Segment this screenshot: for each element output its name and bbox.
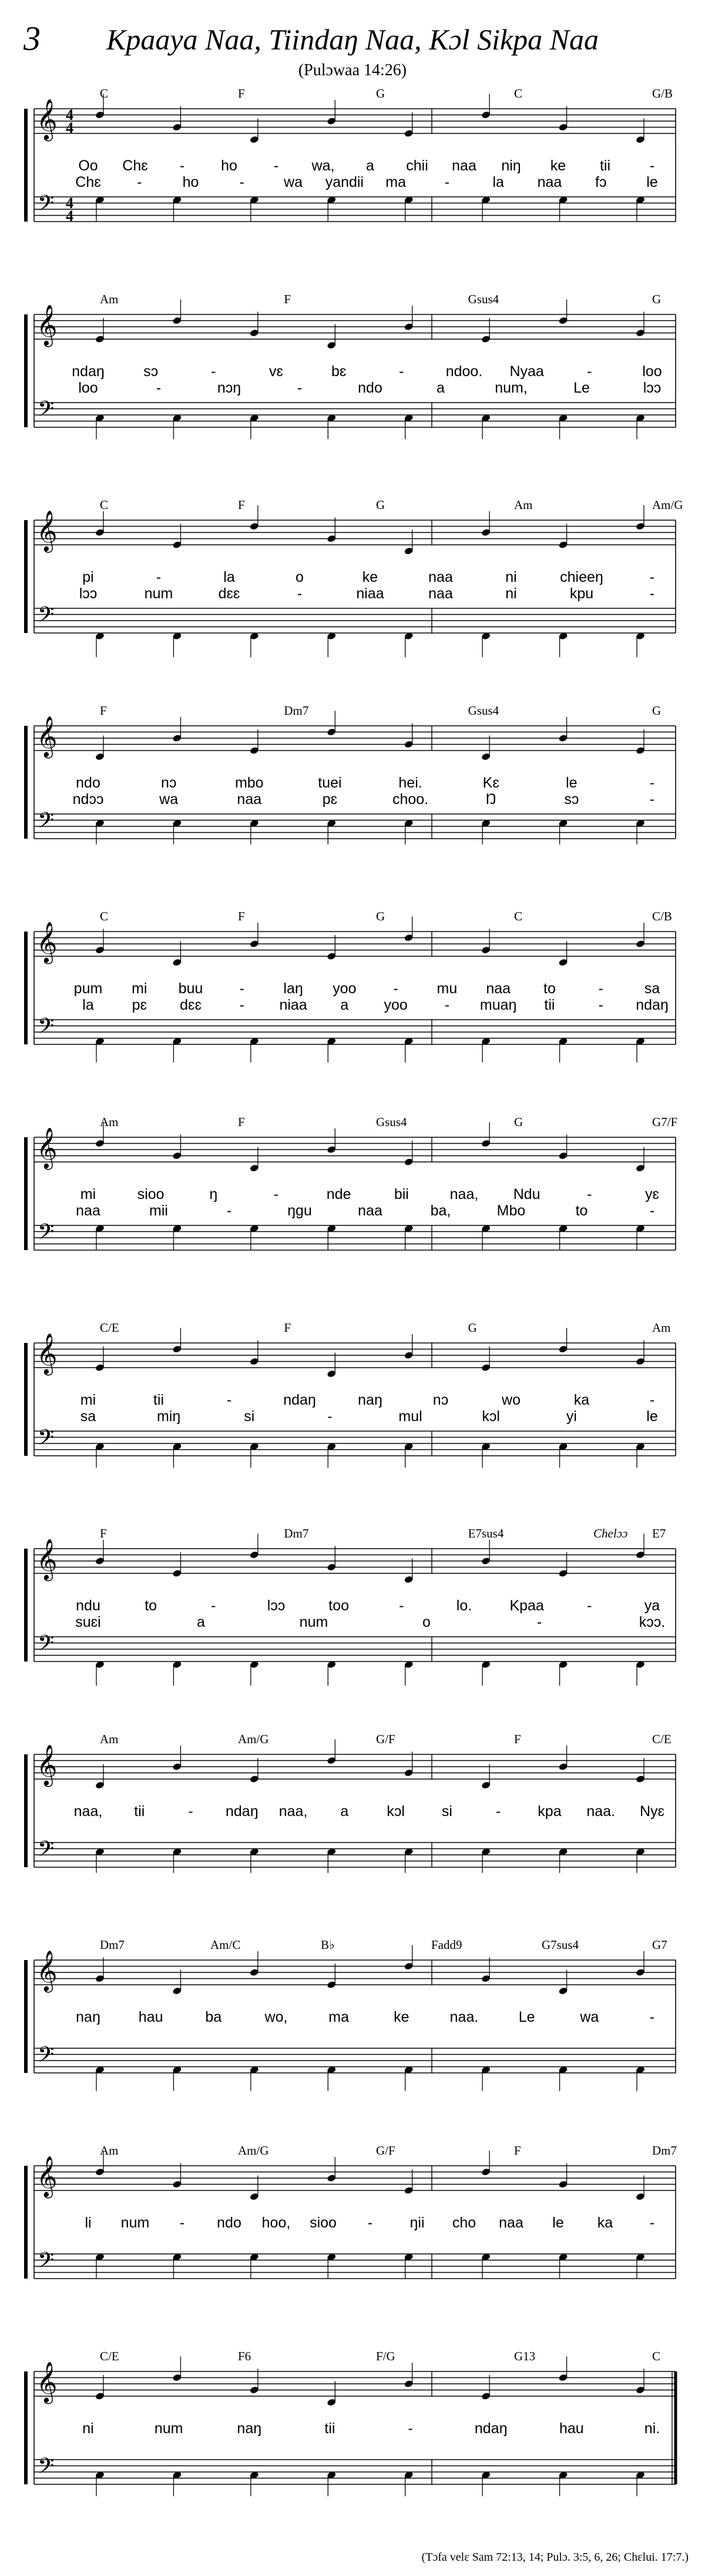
lyric-verse-1: - — [587, 363, 592, 380]
chord-symbol: C — [514, 86, 523, 101]
lyric-verse-1: ndaŋ — [72, 363, 105, 380]
chord-symbol: F — [100, 1526, 107, 1540]
chord-symbol: Am — [100, 2143, 119, 2158]
lyric-verse-1: ma — [328, 2009, 350, 2025]
lyric-verse-1: cho — [452, 2215, 476, 2231]
lyric-verse-1: - — [188, 1803, 193, 1820]
chord-symbol: Am — [100, 292, 119, 306]
lyric-verse-1: tuei — [318, 775, 342, 791]
lyric-verse-1: lo. — [456, 1597, 472, 1614]
lyric-verse-1: mi — [80, 1186, 96, 1202]
lyric-verse-1: - — [587, 1597, 592, 1614]
time-signature: 4 — [66, 119, 73, 136]
lyric-verse-2: - — [226, 1202, 232, 1219]
lyric-verse-1: Le — [518, 2009, 535, 2025]
lyric-verse-1: - — [649, 569, 655, 585]
lyric-verse-1: - — [649, 158, 655, 174]
lyric-verse-1: kpa — [538, 1803, 562, 1820]
lyric-verse-1: nɔ — [160, 775, 177, 791]
lyric-verse-2: - — [239, 997, 244, 1013]
lyric-verse-2: ni — [505, 585, 517, 602]
lyric-verse-1: - — [393, 980, 398, 997]
lyric-verse-1: hau — [138, 2009, 163, 2025]
lyric-verse-1: tii — [324, 2420, 335, 2437]
time-signature: 4 — [66, 106, 73, 123]
chord-symbol: G7/F — [652, 1115, 678, 1129]
chorus-label: Chelɔɔ — [593, 1526, 628, 1540]
chord-symbol: G/F — [376, 2143, 395, 2158]
lyric-verse-2: num — [299, 1614, 328, 1630]
lyric-verse-1: buu — [178, 980, 203, 997]
chord-symbol: Dm7 — [284, 1526, 309, 1540]
chord-symbol: Dm7 — [652, 2143, 677, 2158]
lyric-verse-1: o — [296, 569, 304, 585]
bass-clef-icon: 𝄢 — [38, 191, 55, 221]
treble-clef-icon: 𝄞 — [36, 922, 58, 963]
treble-clef-icon: 𝄞 — [36, 1950, 58, 1991]
lyric-verse-2: lɔɔ — [643, 380, 662, 396]
treble-clef-icon: 𝄞 — [36, 1539, 58, 1580]
lyric-verse-2: suɛi — [75, 1614, 101, 1630]
bass-clef-icon: 𝄢 — [38, 2248, 55, 2278]
chord-symbol: E7sus4 — [468, 1526, 504, 1540]
treble-clef-icon: 𝄞 — [36, 304, 58, 346]
lyric-verse-1: ba — [205, 2009, 222, 2025]
chord-symbol: Am — [100, 1115, 119, 1129]
lyric-verse-2: ndaŋ — [636, 997, 669, 1013]
lyric-verse-1: ho — [221, 158, 237, 174]
lyric-verse-1: loo — [642, 363, 662, 380]
lyric-verse-1: Nyaa — [509, 363, 544, 380]
lyric-verse-1: naŋ — [237, 2420, 262, 2437]
lyric-verse-2: wa — [159, 791, 179, 808]
music-system — [26, 1938, 676, 2091]
lyric-verse-1: si — [441, 1803, 452, 1820]
lyric-verse-1: chii — [406, 158, 428, 174]
lyric-verse-1: num — [120, 2215, 150, 2231]
chord-symbol: Fadd9 — [431, 1938, 462, 1952]
lyric-verse-2: niaa — [356, 585, 384, 602]
chord-symbol: G7 — [652, 1938, 667, 1952]
chord-symbol: C — [100, 498, 109, 512]
lyric-verse-2: lɔɔ — [79, 585, 98, 602]
footer-reference: (Tɔfa velɛ Sam 72:13, 14; Pulɔ. 3:5, 6, 26; Chɛlui. 17:7.) — [421, 2551, 689, 2564]
lyric-verse-2: - — [536, 1614, 542, 1630]
lyric-verse-1: a — [366, 158, 374, 174]
lyric-verse-2: dɛɛ — [218, 585, 240, 602]
chord-symbol: C/E — [100, 1321, 119, 1335]
lyric-verse-2: a — [197, 1614, 205, 1630]
lyric-verse-2: a — [340, 997, 349, 1013]
chord-symbol: C/E — [652, 1732, 672, 1746]
music-system — [26, 1732, 676, 1873]
lyric-verse-2: muaŋ — [479, 997, 517, 1013]
chord-symbol: C — [514, 909, 523, 923]
lyric-verse-2: ndo — [358, 380, 382, 396]
lyric-verse-2: sɔ — [564, 791, 579, 808]
lyric-verse-2: ba, — [430, 1202, 451, 1219]
chord-symbol: C — [652, 2349, 661, 2363]
lyric-verse-2: naa — [237, 791, 262, 808]
chord-symbol: G — [376, 498, 385, 512]
bass-clef-icon: 𝄢 — [38, 808, 55, 838]
lyric-verse-2: la — [82, 997, 94, 1013]
lyric-verse-1: - — [179, 158, 185, 174]
hymn-scripture: (Pulɔwaa 14:26) — [298, 61, 407, 79]
bass-clef-icon: 𝄢 — [38, 1425, 55, 1455]
lyric-verse-1: Kɛ — [482, 775, 499, 791]
lyric-verse-2: Chɛ — [75, 174, 101, 190]
lyric-verse-1: ŋ — [209, 1186, 218, 1202]
lyric-verse-1: mu — [437, 980, 458, 997]
lyric-verse-1: Kpaa — [509, 1597, 544, 1614]
lyric-verse-2: - — [327, 1408, 333, 1425]
chord-symbol: G — [652, 292, 662, 306]
lyric-verse-1: wa, — [311, 158, 335, 174]
chord-symbol: Gsus4 — [468, 704, 499, 718]
lyric-verse-2: mul — [398, 1408, 422, 1425]
lyric-verse-2: a — [437, 380, 445, 396]
lyric-verse-1: num — [154, 2420, 183, 2437]
lyric-verse-1: - — [367, 2215, 373, 2231]
chord-symbol: Gsus4 — [468, 292, 499, 306]
chord-symbol: G13 — [514, 2349, 536, 2363]
time-signature: 4 — [66, 195, 73, 212]
lyric-verse-1: ŋii — [409, 2215, 425, 2231]
lyric-verse-1: bɛ — [331, 363, 347, 380]
lyric-verse-2: naa — [76, 1202, 100, 1219]
lyric-verse-2: yi — [566, 1408, 577, 1425]
lyric-verse-2: fɔ — [595, 174, 607, 190]
music-system — [26, 1526, 676, 1686]
music-system — [26, 2143, 677, 2279]
lyric-verse-2: Le — [573, 380, 590, 396]
lyric-verse-1: naa, — [449, 1186, 479, 1202]
chord-symbol: Am/G — [652, 498, 683, 512]
lyric-verse-2: Mbo — [496, 1202, 526, 1219]
lyric-verse-1: - — [598, 980, 603, 997]
lyric-verse-1: - — [211, 363, 216, 380]
chord-symbol: F — [514, 1732, 521, 1746]
chord-symbol: G — [376, 86, 385, 101]
lyric-verse-1: ni — [505, 569, 517, 585]
lyric-verse-1: naa — [499, 2215, 523, 2231]
chord-symbol: G/B — [652, 86, 673, 101]
lyric-verse-1: nɔ — [432, 1392, 449, 1408]
lyric-verse-1: naa. — [449, 2009, 479, 2025]
chord-symbol: E7 — [652, 1526, 666, 1540]
lyric-verse-2: pɛ — [322, 791, 338, 808]
lyric-verse-1: - — [273, 1186, 279, 1202]
music-system — [26, 292, 676, 439]
lyric-verse-1: naa, — [73, 1803, 103, 1820]
lyric-verse-1: bii — [394, 1186, 409, 1202]
lyric-verse-1: pi — [82, 569, 94, 585]
lyric-verse-2: sa — [80, 1408, 96, 1425]
treble-clef-icon: 𝄞 — [36, 2156, 58, 2197]
lyric-verse-2: naa — [537, 174, 562, 190]
lyric-verse-1: chieeŋ — [560, 569, 603, 585]
lyric-verse-2: naa — [428, 585, 453, 602]
lyric-verse-1: wa — [580, 2009, 599, 2025]
lyric-verse-2: to — [575, 1202, 588, 1219]
lyric-verse-1: sioo — [137, 1186, 164, 1202]
lyric-verse-1: hau — [559, 2420, 584, 2437]
chord-symbol: F6 — [238, 2349, 251, 2363]
lyric-verse-1: yɛ — [645, 1186, 659, 1202]
lyric-verse-1: too — [328, 1597, 350, 1614]
lyric-verse-2: - — [137, 174, 142, 190]
bass-clef-icon: 𝄢 — [38, 1837, 55, 1867]
lyric-verse-2: tii — [544, 997, 555, 1013]
chord-symbol: G — [376, 909, 385, 923]
chord-symbol: F — [284, 292, 291, 306]
chord-symbol: C — [100, 86, 109, 101]
lyric-verse-1: ya — [644, 1597, 660, 1614]
chord-symbol: Am — [100, 1732, 119, 1746]
chord-symbol: F — [514, 2143, 521, 2158]
lyric-verse-1: naa — [452, 158, 476, 174]
lyric-verse-1: - — [408, 2420, 413, 2437]
lyric-verse-1: le — [566, 775, 578, 791]
chord-symbol: F/G — [376, 2349, 395, 2363]
lyric-verse-1: ni — [82, 2420, 94, 2437]
hymn-title: Kpaaya Naa, Tiindaŋ Naa, Kɔl Sikpa Naa — [106, 23, 599, 56]
lyric-verse-1: sioo — [310, 2215, 337, 2231]
music-system — [26, 704, 676, 845]
lyric-verse-2: - — [297, 585, 303, 602]
lyric-verse-1: mbo — [234, 775, 264, 791]
lyric-verse-2: wa — [284, 174, 303, 190]
lyric-verse-2: nɔŋ — [217, 380, 241, 396]
chord-symbol: F — [238, 498, 245, 512]
bass-clef-icon: 𝄢 — [38, 1220, 55, 1250]
chord-symbol: G/F — [376, 1732, 395, 1746]
chord-symbol: F — [238, 86, 245, 101]
lyric-verse-1: naa — [428, 569, 453, 585]
lyric-verse-2: - — [156, 380, 162, 396]
treble-clef-icon: 𝄞 — [36, 99, 58, 140]
lyric-verse-2: kɔɔ. — [639, 1614, 666, 1630]
lyric-verse-1: Ndu — [513, 1186, 540, 1202]
lyric-verse-1: - — [496, 1803, 501, 1820]
lyric-verse-1: naa, — [278, 1803, 308, 1820]
chord-symbol: C — [100, 909, 109, 923]
lyric-verse-1: le — [552, 2215, 564, 2231]
lyric-verse-1: - — [587, 1186, 592, 1202]
lyric-verse-1: yoo — [333, 980, 357, 997]
lyric-verse-2: yandii — [325, 174, 364, 190]
lyric-verse-1: ke — [362, 569, 378, 585]
hymn-number: 3 — [24, 19, 41, 58]
lyric-verse-1: Nyɛ — [639, 1803, 665, 1820]
lyric-verse-2: le — [646, 174, 658, 190]
lyric-verse-2: - — [444, 997, 450, 1013]
lyric-verse-1: mi — [132, 980, 147, 997]
music-system — [26, 1115, 677, 1250]
bass-clef-icon: 𝄢 — [38, 2454, 55, 2484]
lyric-verse-1: wo, — [264, 2009, 288, 2025]
lyric-verse-1: mi — [80, 1392, 96, 1408]
lyric-verse-1: Oo — [78, 158, 98, 174]
lyric-verse-2: Ŋ — [485, 791, 496, 808]
chord-symbol: Am — [514, 498, 533, 512]
chord-symbol: G — [652, 704, 662, 718]
lyric-verse-1: sa — [644, 980, 660, 997]
treble-clef-icon: 𝄞 — [36, 2361, 58, 2403]
chord-symbol: Am/G — [238, 2143, 269, 2158]
lyric-verse-2: - — [649, 791, 655, 808]
lyric-verse-1: tii — [153, 1392, 164, 1408]
lyric-verse-1: ke — [394, 2009, 409, 2025]
lyric-verse-1: - — [211, 1597, 216, 1614]
lyric-verse-1: to — [145, 1597, 157, 1614]
lyric-verse-1: Chɛ — [122, 158, 148, 174]
music-system — [26, 2349, 676, 2496]
lyric-verse-2: kpu — [569, 585, 594, 602]
lyric-verse-1: ni. — [644, 2420, 660, 2437]
lyric-verse-1: - — [649, 2009, 655, 2025]
lyric-verse-1: - — [399, 363, 404, 380]
lyric-verse-1: naŋ — [76, 2009, 100, 2025]
lyric-verse-1: pum — [73, 980, 103, 997]
lyric-verse-1: la — [223, 569, 235, 585]
lyric-verse-2: - — [444, 174, 450, 190]
lyric-verse-1: a — [340, 1803, 349, 1820]
chord-symbol: F — [284, 1321, 291, 1335]
lyric-verse-2: si — [244, 1408, 255, 1425]
chord-symbol: Dm7 — [100, 1938, 125, 1952]
music-system — [26, 1321, 676, 1468]
lyric-verse-2: mii — [149, 1202, 168, 1219]
chord-symbol: Dm7 — [284, 704, 309, 718]
lyric-verse-1: - — [649, 2215, 655, 2231]
lyric-verse-1: laŋ — [283, 980, 303, 997]
lyric-verse-1: - — [649, 1392, 655, 1408]
lyric-verse-1: naŋ — [358, 1392, 382, 1408]
lyric-verse-1: ndu — [76, 1597, 100, 1614]
bass-clef-icon: 𝄢 — [38, 602, 55, 632]
lyric-verse-1: - — [273, 158, 279, 174]
chord-symbol: G — [468, 1321, 477, 1335]
lyric-verse-1: sɔ — [143, 363, 159, 380]
lyric-verse-1: - — [226, 1392, 232, 1408]
lyric-verse-2: o — [422, 1614, 431, 1630]
lyric-verse-2: ho — [182, 174, 199, 190]
lyric-verse-1: niŋ — [501, 158, 521, 174]
lyric-verse-2: miŋ — [156, 1408, 181, 1425]
bass-clef-icon: 𝄢 — [38, 1014, 55, 1044]
chord-symbol: Gsus4 — [376, 1115, 407, 1129]
chord-symbol: F — [100, 704, 107, 718]
lyric-verse-1: - — [239, 980, 244, 997]
lyric-verse-1: ka — [573, 1392, 590, 1408]
lyric-verse-1: tii — [134, 1803, 145, 1820]
lyric-verse-1: ndaŋ — [474, 2420, 508, 2437]
bass-clef-icon: 𝄢 — [38, 397, 55, 427]
chord-symbol: Am/C — [210, 1938, 241, 1952]
bass-clef-icon: 𝄢 — [38, 2042, 55, 2072]
chord-symbol: F — [238, 1115, 245, 1129]
lyric-verse-2: num — [144, 585, 173, 602]
lyric-verse-1: tii — [599, 158, 611, 174]
lyric-verse-2: pɛ — [132, 997, 147, 1013]
lyric-verse-2: yoo — [384, 997, 408, 1013]
lyric-verse-1: - — [179, 2215, 185, 2231]
lyric-verse-2: kɔl — [482, 1408, 500, 1425]
lyric-verse-1: ndoo. — [445, 363, 483, 380]
music-system — [26, 909, 676, 1063]
treble-clef-icon: 𝄞 — [36, 1744, 58, 1786]
music-system — [26, 498, 683, 657]
lyric-verse-1: nde — [326, 1186, 351, 1202]
lyric-verse-1: ndaŋ — [283, 1392, 316, 1408]
chord-symbol: G7sus4 — [542, 1938, 579, 1952]
lyric-verse-2: loo — [78, 380, 98, 396]
lyric-verse-1: ka — [597, 2215, 613, 2231]
lyric-verse-2: - — [297, 380, 303, 396]
chord-symbol: Am — [652, 1321, 671, 1335]
lyric-verse-1: ke — [550, 158, 566, 174]
lyric-verse-1: ndo — [217, 2215, 241, 2231]
chord-symbol: C/B — [652, 909, 672, 923]
lyric-verse-1: ndaŋ — [226, 1803, 258, 1820]
lyric-verse-2: - — [239, 174, 244, 190]
music-system — [26, 86, 676, 225]
lyric-verse-1: kɔl — [387, 1803, 405, 1820]
treble-clef-icon: 𝄞 — [36, 510, 58, 551]
lyric-verse-2: le — [646, 1408, 658, 1425]
lyric-verse-1: naa — [486, 980, 511, 997]
lyric-verse-1: - — [649, 775, 655, 791]
lyric-verse-1: - — [399, 1597, 404, 1614]
chord-symbol: G — [514, 1115, 523, 1129]
lyric-verse-2: la — [492, 174, 504, 190]
chord-symbol: B♭ — [321, 1938, 335, 1952]
lyric-verse-2: ma — [385, 174, 407, 190]
lyric-verse-1: hoo, — [261, 2215, 291, 2231]
lyric-verse-1: lɔɔ — [267, 1597, 286, 1614]
chord-symbol: F — [238, 909, 245, 923]
treble-clef-icon: 𝄞 — [36, 1333, 58, 1374]
lyric-verse-2: choo. — [392, 791, 429, 808]
lyric-verse-1: hei. — [398, 775, 422, 791]
lyric-verse-1: ndo — [76, 775, 100, 791]
lyric-verse-2: ŋgu — [287, 1202, 312, 1219]
lyric-verse-2: num, — [495, 380, 528, 396]
lyric-verse-2: - — [649, 585, 655, 602]
chord-symbol: C/E — [100, 2349, 119, 2363]
lyric-verse-2: - — [598, 997, 603, 1013]
lyric-verse-1: li — [85, 2215, 92, 2231]
lyric-verse-1: to — [543, 980, 556, 997]
lyric-verse-1: - — [156, 569, 162, 585]
lyric-verse-2: dɛɛ — [180, 997, 202, 1013]
lyric-verse-1: naa. — [586, 1803, 616, 1820]
lyric-verse-2: niaa — [279, 997, 307, 1013]
lyric-verse-1: wo — [502, 1392, 521, 1408]
bass-clef-icon: 𝄢 — [38, 1631, 55, 1661]
lyric-verse-2: ndɔɔ — [72, 791, 104, 808]
time-signature: 4 — [66, 207, 73, 225]
lyric-verse-1: vɛ — [269, 363, 283, 380]
treble-clef-icon: 𝄞 — [36, 1127, 58, 1168]
lyric-verse-2: naa — [358, 1202, 382, 1219]
treble-clef-icon: 𝄞 — [36, 716, 58, 757]
chord-symbol: Am/G — [238, 1732, 269, 1746]
lyric-verse-2: - — [649, 1202, 655, 1219]
